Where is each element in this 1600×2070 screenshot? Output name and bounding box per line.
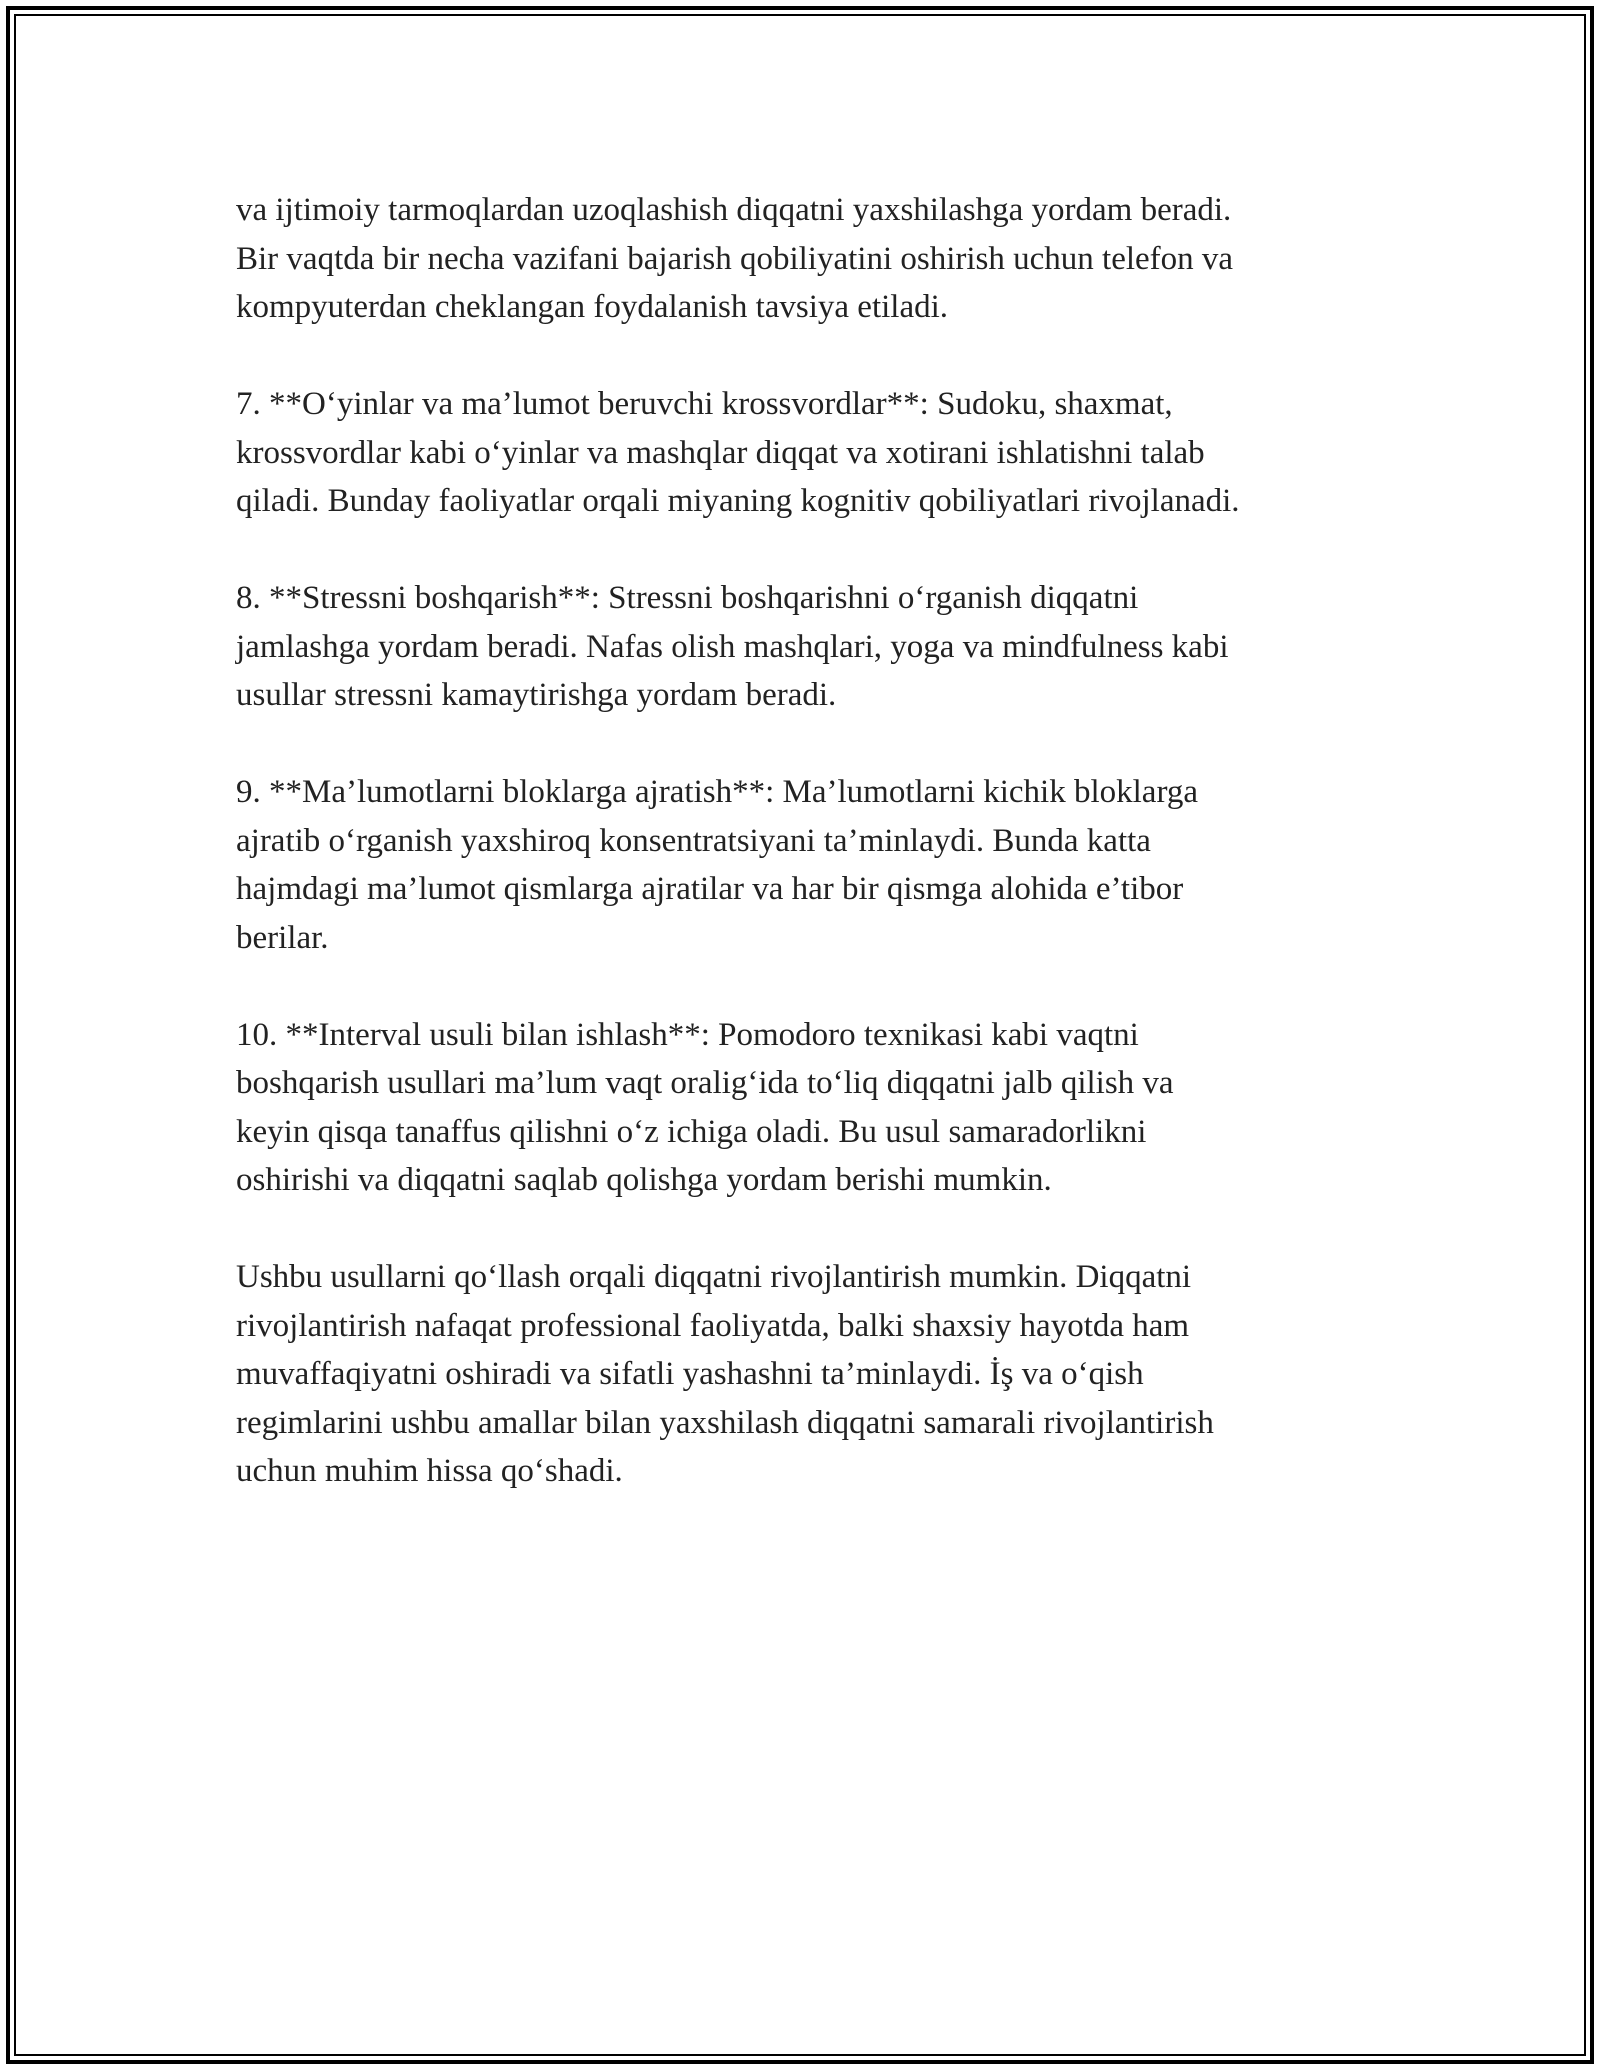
text-line: hajmdagi ma’lumot qismlarga ajratilar va har bir qismga alohida e’tibor	[236, 871, 1184, 907]
text-line: regimlarini ushbu amallar bilan yaxshilash diqqatni samarali rivojlantirish	[236, 1404, 1214, 1441]
text-line: Bir vaqtda bir necha vazifani bajarish qobiliyatini oshirish uchun telefon va	[236, 240, 1234, 277]
text-line: usullar stressni kamaytirishga yordam beradi.	[236, 677, 837, 713]
text-line: jamlashga yordam beradi. Nafas olish mashqlari, yoga va mindfulness kabi	[236, 628, 1229, 665]
paragraph-item-8	[236, 574, 1366, 720]
document-body	[236, 186, 1366, 1544]
text-line: oshirishi va diqqatni saqlab qolishga yordam berishi mumkin.	[236, 1162, 1052, 1198]
text-line: ajratib o‘rganish yaxshiroq konsentratsiyani ta’minlaydi. Bunda katta	[236, 822, 1151, 859]
text-line: boshqarish usullari ma’lum vaqt oralig‘ida to‘liq diqqatni jalb qilish va	[236, 1065, 1174, 1101]
text-line: keyin qisqa tanaffus qilishni o‘z ichiga oladi. Bu usul samaradorlikni	[236, 1113, 1147, 1150]
text-line: uchun muhim hissa qo‘shadi.	[236, 1453, 623, 1489]
text-line: rivojlantirish nafaqat professional faoliyatda, balki shaxsiy hayotda ham	[236, 1307, 1190, 1344]
text-line: 10. **Interval usuli bilan ishlash**: Pomodoro texnikasi kabi vaqtni	[236, 1016, 1139, 1053]
text-line: Ushbu usullarni qo‘llash orqali diqqatni rivojlantirish mumkin. Diqqatni	[236, 1259, 1192, 1295]
text-line: 9. **Ma’lumotlarni bloklarga ajratish**: Ma’lumotlarni kichik bloklarga	[236, 774, 1198, 810]
paragraph-conclusion	[236, 1253, 1366, 1496]
paragraph-item-10	[236, 1011, 1366, 1205]
text-line: qiladi. Bunday faoliyatlar orqali miyaning kognitiv qobiliyatlari rivojlanadi.	[236, 483, 1240, 519]
paragraph-item-9	[236, 768, 1366, 962]
text-line: va ijtimoiy tarmoqlardan uzoqlashish diqqatni yaxshilashga yordam beradi.	[236, 192, 1232, 228]
text-line: 8. **Stressni boshqarish**: Stressni boshqarishni o‘rganish diqqatni	[236, 580, 1139, 616]
paragraph-intro-continuation	[236, 186, 1366, 332]
paragraph-item-7	[236, 380, 1366, 526]
text-line: kompyuterdan cheklangan foydalanish tavsiya etiladi.	[236, 289, 949, 325]
text-line: berilar.	[236, 919, 329, 956]
text-line: krossvordlar kabi o‘yinlar va mashqlar diqqat va xotirani ishlatishni talab	[236, 434, 1205, 471]
text-line: muvaffaqiyatni oshiradi va sifatli yashashni ta’minlaydi. İş va o‘qish	[236, 1356, 1144, 1392]
text-line: 7. **O‘yinlar va ma’lumot beruvchi krossvordlar**: Sudoku, shaxmat,	[236, 386, 1173, 422]
